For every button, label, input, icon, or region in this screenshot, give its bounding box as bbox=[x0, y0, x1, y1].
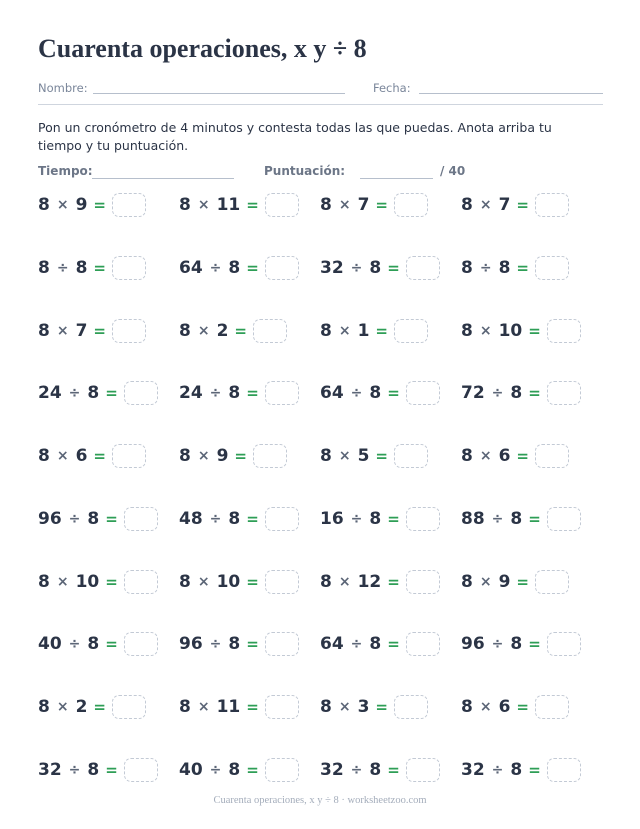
operand-b: 8 bbox=[87, 508, 100, 529]
operand-b: 7 bbox=[498, 195, 511, 215]
problem bbox=[38, 506, 158, 532]
equals-sign: = bbox=[387, 384, 400, 403]
problem bbox=[179, 318, 287, 344]
operand-b: 8 bbox=[510, 634, 523, 655]
answer-box[interactable] bbox=[535, 444, 569, 468]
operand-a: 32 bbox=[320, 759, 344, 780]
problem bbox=[461, 443, 569, 469]
equals-sign: = bbox=[105, 635, 118, 654]
operand-a: 8 bbox=[320, 446, 332, 466]
answer-box[interactable] bbox=[547, 632, 581, 656]
operand-a: 8 bbox=[179, 697, 191, 717]
problem bbox=[461, 569, 569, 595]
equals-sign: = bbox=[387, 572, 400, 591]
problem-row bbox=[38, 569, 604, 632]
equals-sign: = bbox=[387, 635, 400, 654]
answer-box[interactable] bbox=[124, 381, 158, 405]
answer-box[interactable] bbox=[547, 507, 581, 531]
operand-a: 8 bbox=[38, 571, 50, 592]
operand-a: 8 bbox=[461, 257, 473, 278]
operand-a: 8 bbox=[38, 195, 50, 215]
operand-a: 96 bbox=[461, 634, 485, 655]
operator-sign: ÷ bbox=[209, 636, 222, 653]
operator-sign: × bbox=[338, 573, 351, 590]
problem bbox=[179, 757, 299, 783]
problem bbox=[461, 192, 569, 218]
operator-sign: × bbox=[197, 699, 210, 715]
operand-b: 8 bbox=[75, 257, 88, 278]
equals-sign: = bbox=[387, 760, 400, 779]
problem bbox=[320, 192, 428, 218]
equals-sign: = bbox=[246, 258, 259, 277]
operand-a: 40 bbox=[38, 634, 62, 655]
equals-sign: = bbox=[375, 698, 388, 716]
problem-row bbox=[38, 631, 604, 694]
header-divider bbox=[38, 104, 603, 105]
date-label: Fecha: bbox=[373, 81, 411, 95]
page-title: Cuarenta operaciones, x y ÷ 8 bbox=[38, 34, 367, 63]
operand-b: 9 bbox=[75, 195, 88, 215]
problem bbox=[38, 443, 146, 469]
operand-a: 8 bbox=[179, 195, 191, 215]
operand-a: 8 bbox=[38, 320, 50, 341]
operand-b: 8 bbox=[369, 759, 382, 780]
operand-b: 8 bbox=[87, 759, 100, 780]
time-label: Tiempo: bbox=[38, 164, 93, 178]
answer-box[interactable] bbox=[406, 507, 440, 531]
equals-sign: = bbox=[387, 509, 400, 528]
equals-sign: = bbox=[246, 572, 259, 591]
equals-sign: = bbox=[516, 196, 529, 214]
problem bbox=[320, 318, 428, 344]
answer-box[interactable] bbox=[253, 444, 287, 468]
operand-a: 8 bbox=[320, 697, 332, 717]
answer-box[interactable] bbox=[406, 256, 440, 280]
operator-sign: ÷ bbox=[68, 385, 81, 402]
operand-a: 32 bbox=[461, 759, 485, 780]
answer-box[interactable] bbox=[112, 256, 146, 280]
equals-sign: = bbox=[516, 698, 529, 716]
equals-sign: = bbox=[246, 760, 259, 779]
problem-row bbox=[38, 192, 604, 255]
operator-sign: × bbox=[197, 573, 210, 590]
equals-sign: = bbox=[93, 321, 106, 340]
equals-sign: = bbox=[528, 760, 541, 779]
equals-sign: = bbox=[528, 509, 541, 528]
problem bbox=[38, 380, 158, 406]
answer-box[interactable] bbox=[124, 570, 158, 594]
answer-box[interactable] bbox=[265, 758, 299, 782]
operand-b: 9 bbox=[216, 446, 229, 466]
operator-sign: × bbox=[56, 699, 69, 715]
equals-sign: = bbox=[246, 196, 259, 214]
problem bbox=[38, 694, 146, 720]
operator-sign: ÷ bbox=[350, 636, 363, 653]
problem bbox=[38, 192, 146, 218]
time-field[interactable] bbox=[92, 178, 234, 179]
operand-a: 24 bbox=[179, 383, 203, 404]
answer-box[interactable] bbox=[265, 381, 299, 405]
answer-box[interactable] bbox=[265, 193, 299, 217]
operator-sign: × bbox=[479, 197, 492, 213]
problem bbox=[179, 694, 299, 720]
problem bbox=[320, 380, 440, 406]
operand-a: 96 bbox=[179, 634, 203, 655]
problem bbox=[38, 757, 158, 783]
operand-a: 8 bbox=[179, 571, 191, 592]
answer-box[interactable] bbox=[265, 632, 299, 656]
answer-box[interactable] bbox=[535, 570, 569, 594]
operand-b: 6 bbox=[498, 697, 511, 717]
problem bbox=[320, 569, 440, 595]
operand-a: 8 bbox=[461, 446, 473, 466]
operator-sign: × bbox=[56, 197, 69, 213]
operand-a: 32 bbox=[320, 257, 344, 278]
instructions: Pon un cronómetro de 4 minutos y contesta todas las que puedas. Anota arriba tu tiempo y tu puntuación. bbox=[38, 120, 552, 153]
operand-a: 24 bbox=[38, 383, 62, 404]
answer-box[interactable] bbox=[406, 570, 440, 594]
operand-b: 10 bbox=[498, 320, 523, 341]
equals-sign: = bbox=[516, 447, 529, 465]
problem bbox=[179, 192, 299, 218]
operator-sign: ÷ bbox=[491, 385, 504, 402]
problem bbox=[179, 631, 299, 657]
operator-sign: ÷ bbox=[350, 385, 363, 402]
score-total: / 40 bbox=[440, 164, 466, 178]
operand-b: 2 bbox=[216, 320, 229, 341]
problem bbox=[179, 255, 299, 281]
problem bbox=[38, 569, 158, 595]
answer-box[interactable] bbox=[535, 193, 569, 217]
operand-b: 5 bbox=[357, 446, 370, 466]
answer-box[interactable] bbox=[112, 193, 146, 217]
operand-b: 8 bbox=[228, 508, 241, 529]
answer-box[interactable] bbox=[124, 507, 158, 531]
problem bbox=[179, 380, 299, 406]
answer-box[interactable] bbox=[265, 256, 299, 280]
answer-box[interactable] bbox=[112, 444, 146, 468]
operand-a: 8 bbox=[320, 195, 332, 215]
operator-sign: × bbox=[479, 322, 492, 339]
operand-a: 8 bbox=[461, 697, 473, 717]
operator-sign: ÷ bbox=[350, 259, 363, 276]
problem bbox=[320, 757, 440, 783]
operator-sign: ÷ bbox=[68, 636, 81, 653]
answer-box[interactable] bbox=[406, 758, 440, 782]
operand-b: 7 bbox=[357, 195, 370, 215]
operand-a: 32 bbox=[38, 759, 62, 780]
equals-sign: = bbox=[387, 258, 400, 277]
equals-sign: = bbox=[246, 509, 259, 528]
operand-b: 1 bbox=[357, 320, 370, 341]
operand-b: 8 bbox=[369, 257, 382, 278]
answer-box[interactable] bbox=[394, 695, 428, 719]
operator-sign: × bbox=[197, 197, 210, 213]
answer-box[interactable] bbox=[394, 444, 428, 468]
problem bbox=[461, 255, 569, 281]
problem bbox=[38, 318, 146, 344]
answer-box[interactable] bbox=[265, 570, 299, 594]
equals-sign: = bbox=[234, 447, 247, 465]
problem-row bbox=[38, 318, 604, 381]
operator-sign: × bbox=[338, 448, 351, 464]
operator-sign: ÷ bbox=[350, 510, 363, 527]
operand-a: 64 bbox=[179, 257, 203, 278]
operand-b: 8 bbox=[369, 634, 382, 655]
operand-a: 64 bbox=[320, 634, 344, 655]
operator-sign: ÷ bbox=[350, 761, 363, 778]
equals-sign: = bbox=[516, 258, 529, 277]
name-date-row bbox=[38, 81, 603, 95]
answer-box[interactable] bbox=[535, 695, 569, 719]
operator-sign: × bbox=[479, 448, 492, 464]
equals-sign: = bbox=[93, 447, 106, 465]
operator-sign: ÷ bbox=[491, 636, 504, 653]
equals-sign: = bbox=[375, 196, 388, 214]
operand-b: 8 bbox=[87, 383, 100, 404]
equals-sign: = bbox=[246, 384, 259, 403]
operand-a: 8 bbox=[38, 697, 50, 717]
operand-a: 16 bbox=[320, 508, 344, 529]
problem bbox=[320, 255, 440, 281]
operator-sign: × bbox=[56, 573, 69, 590]
operand-b: 12 bbox=[357, 571, 382, 592]
operand-a: 72 bbox=[461, 383, 485, 404]
operand-a: 8 bbox=[38, 257, 50, 278]
equals-sign: = bbox=[246, 635, 259, 654]
operand-b: 3 bbox=[357, 697, 370, 717]
operand-a: 40 bbox=[179, 759, 203, 780]
operator-sign: ÷ bbox=[209, 259, 222, 276]
equals-sign: = bbox=[105, 572, 118, 591]
operand-b: 8 bbox=[369, 383, 382, 404]
problem bbox=[320, 443, 428, 469]
operator-sign: ÷ bbox=[56, 259, 69, 276]
answer-box[interactable] bbox=[265, 695, 299, 719]
answer-box[interactable] bbox=[124, 632, 158, 656]
operand-a: 8 bbox=[461, 320, 473, 341]
operand-b: 2 bbox=[75, 697, 88, 717]
problem bbox=[461, 757, 581, 783]
operator-sign: × bbox=[338, 322, 351, 339]
operator-sign: ÷ bbox=[479, 259, 492, 276]
answer-box[interactable] bbox=[547, 319, 581, 343]
answer-box[interactable] bbox=[535, 256, 569, 280]
operator-sign: ÷ bbox=[209, 510, 222, 527]
equals-sign: = bbox=[528, 384, 541, 403]
equals-sign: = bbox=[516, 572, 529, 591]
operand-a: 96 bbox=[38, 508, 62, 529]
problem-row bbox=[38, 443, 604, 506]
answer-box[interactable] bbox=[112, 695, 146, 719]
problem bbox=[461, 318, 581, 344]
operand-b: 8 bbox=[498, 257, 511, 278]
operand-a: 8 bbox=[179, 320, 191, 341]
operand-a: 8 bbox=[320, 320, 332, 341]
operator-sign: ÷ bbox=[209, 761, 222, 778]
operand-b: 8 bbox=[510, 508, 523, 529]
operand-a: 8 bbox=[461, 571, 473, 592]
answer-box[interactable] bbox=[253, 319, 287, 343]
problem-grid bbox=[38, 192, 604, 820]
operand-b: 8 bbox=[228, 759, 241, 780]
equals-sign: = bbox=[528, 635, 541, 654]
operator-sign: × bbox=[197, 448, 210, 464]
score-field[interactable] bbox=[360, 178, 433, 179]
operand-b: 8 bbox=[510, 383, 523, 404]
problem bbox=[38, 255, 146, 281]
equals-sign: = bbox=[375, 321, 388, 340]
score-row bbox=[38, 164, 603, 180]
operand-b: 8 bbox=[510, 759, 523, 780]
name-field[interactable] bbox=[93, 93, 345, 94]
equals-sign: = bbox=[246, 698, 259, 716]
operand-b: 6 bbox=[498, 446, 511, 466]
operand-b: 8 bbox=[228, 257, 241, 278]
equals-sign: = bbox=[234, 321, 247, 340]
operator-sign: × bbox=[479, 573, 492, 590]
problem-row bbox=[38, 506, 604, 569]
operator-sign: × bbox=[56, 322, 69, 339]
answer-box[interactable] bbox=[394, 193, 428, 217]
problem bbox=[179, 443, 287, 469]
operator-sign: × bbox=[197, 322, 210, 339]
equals-sign: = bbox=[375, 447, 388, 465]
answer-box[interactable] bbox=[394, 319, 428, 343]
operator-sign: × bbox=[338, 197, 351, 213]
answer-box[interactable] bbox=[547, 758, 581, 782]
name-label: Nombre: bbox=[38, 81, 88, 95]
answer-box[interactable] bbox=[547, 381, 581, 405]
problem bbox=[461, 694, 569, 720]
problem-row bbox=[38, 757, 604, 820]
operand-a: 88 bbox=[461, 508, 485, 529]
operand-b: 9 bbox=[498, 571, 511, 592]
footer: Cuarenta operaciones, x y ÷ 8 · worksheetzoo.com bbox=[213, 795, 427, 806]
problem bbox=[38, 631, 158, 657]
answer-box[interactable] bbox=[406, 381, 440, 405]
equals-sign: = bbox=[93, 698, 106, 716]
problem bbox=[320, 631, 440, 657]
problem-row bbox=[38, 255, 604, 318]
equals-sign: = bbox=[105, 509, 118, 528]
operand-b: 8 bbox=[228, 383, 241, 404]
problem bbox=[179, 569, 299, 595]
problem bbox=[461, 506, 581, 532]
equals-sign: = bbox=[93, 258, 106, 277]
operand-b: 8 bbox=[228, 634, 241, 655]
problem bbox=[320, 506, 440, 532]
operand-a: 8 bbox=[179, 446, 191, 466]
operator-sign: ÷ bbox=[209, 385, 222, 402]
operand-b: 11 bbox=[216, 195, 241, 215]
operator-sign: ÷ bbox=[491, 761, 504, 778]
operand-a: 8 bbox=[38, 446, 50, 466]
operand-b: 8 bbox=[369, 508, 382, 529]
date-field[interactable] bbox=[419, 93, 603, 94]
answer-box[interactable] bbox=[265, 507, 299, 531]
operand-b: 11 bbox=[216, 697, 241, 717]
score-label: Puntuación: bbox=[264, 164, 346, 178]
equals-sign: = bbox=[105, 760, 118, 779]
operator-sign: × bbox=[56, 448, 69, 464]
operand-b: 6 bbox=[75, 446, 88, 466]
answer-box[interactable] bbox=[124, 758, 158, 782]
operator-sign: × bbox=[479, 699, 492, 715]
operator-sign: ÷ bbox=[491, 510, 504, 527]
answer-box[interactable] bbox=[112, 319, 146, 343]
problem-row bbox=[38, 694, 604, 757]
problem-row bbox=[38, 380, 604, 443]
problem bbox=[461, 631, 581, 657]
operand-a: 8 bbox=[461, 195, 473, 215]
equals-sign: = bbox=[105, 384, 118, 403]
operand-a: 8 bbox=[320, 571, 332, 592]
problem bbox=[461, 380, 581, 406]
operand-b: 7 bbox=[75, 320, 88, 341]
equals-sign: = bbox=[93, 196, 106, 214]
operator-sign: ÷ bbox=[68, 761, 81, 778]
problem bbox=[320, 694, 428, 720]
operand-b: 8 bbox=[87, 634, 100, 655]
operand-a: 48 bbox=[179, 508, 203, 529]
answer-box[interactable] bbox=[406, 632, 440, 656]
operand-b: 10 bbox=[216, 571, 241, 592]
operand-b: 10 bbox=[75, 571, 100, 592]
problem bbox=[179, 506, 299, 532]
equals-sign: = bbox=[528, 321, 541, 340]
operator-sign: × bbox=[338, 699, 351, 715]
operand-a: 64 bbox=[320, 383, 344, 404]
operator-sign: ÷ bbox=[68, 510, 81, 527]
